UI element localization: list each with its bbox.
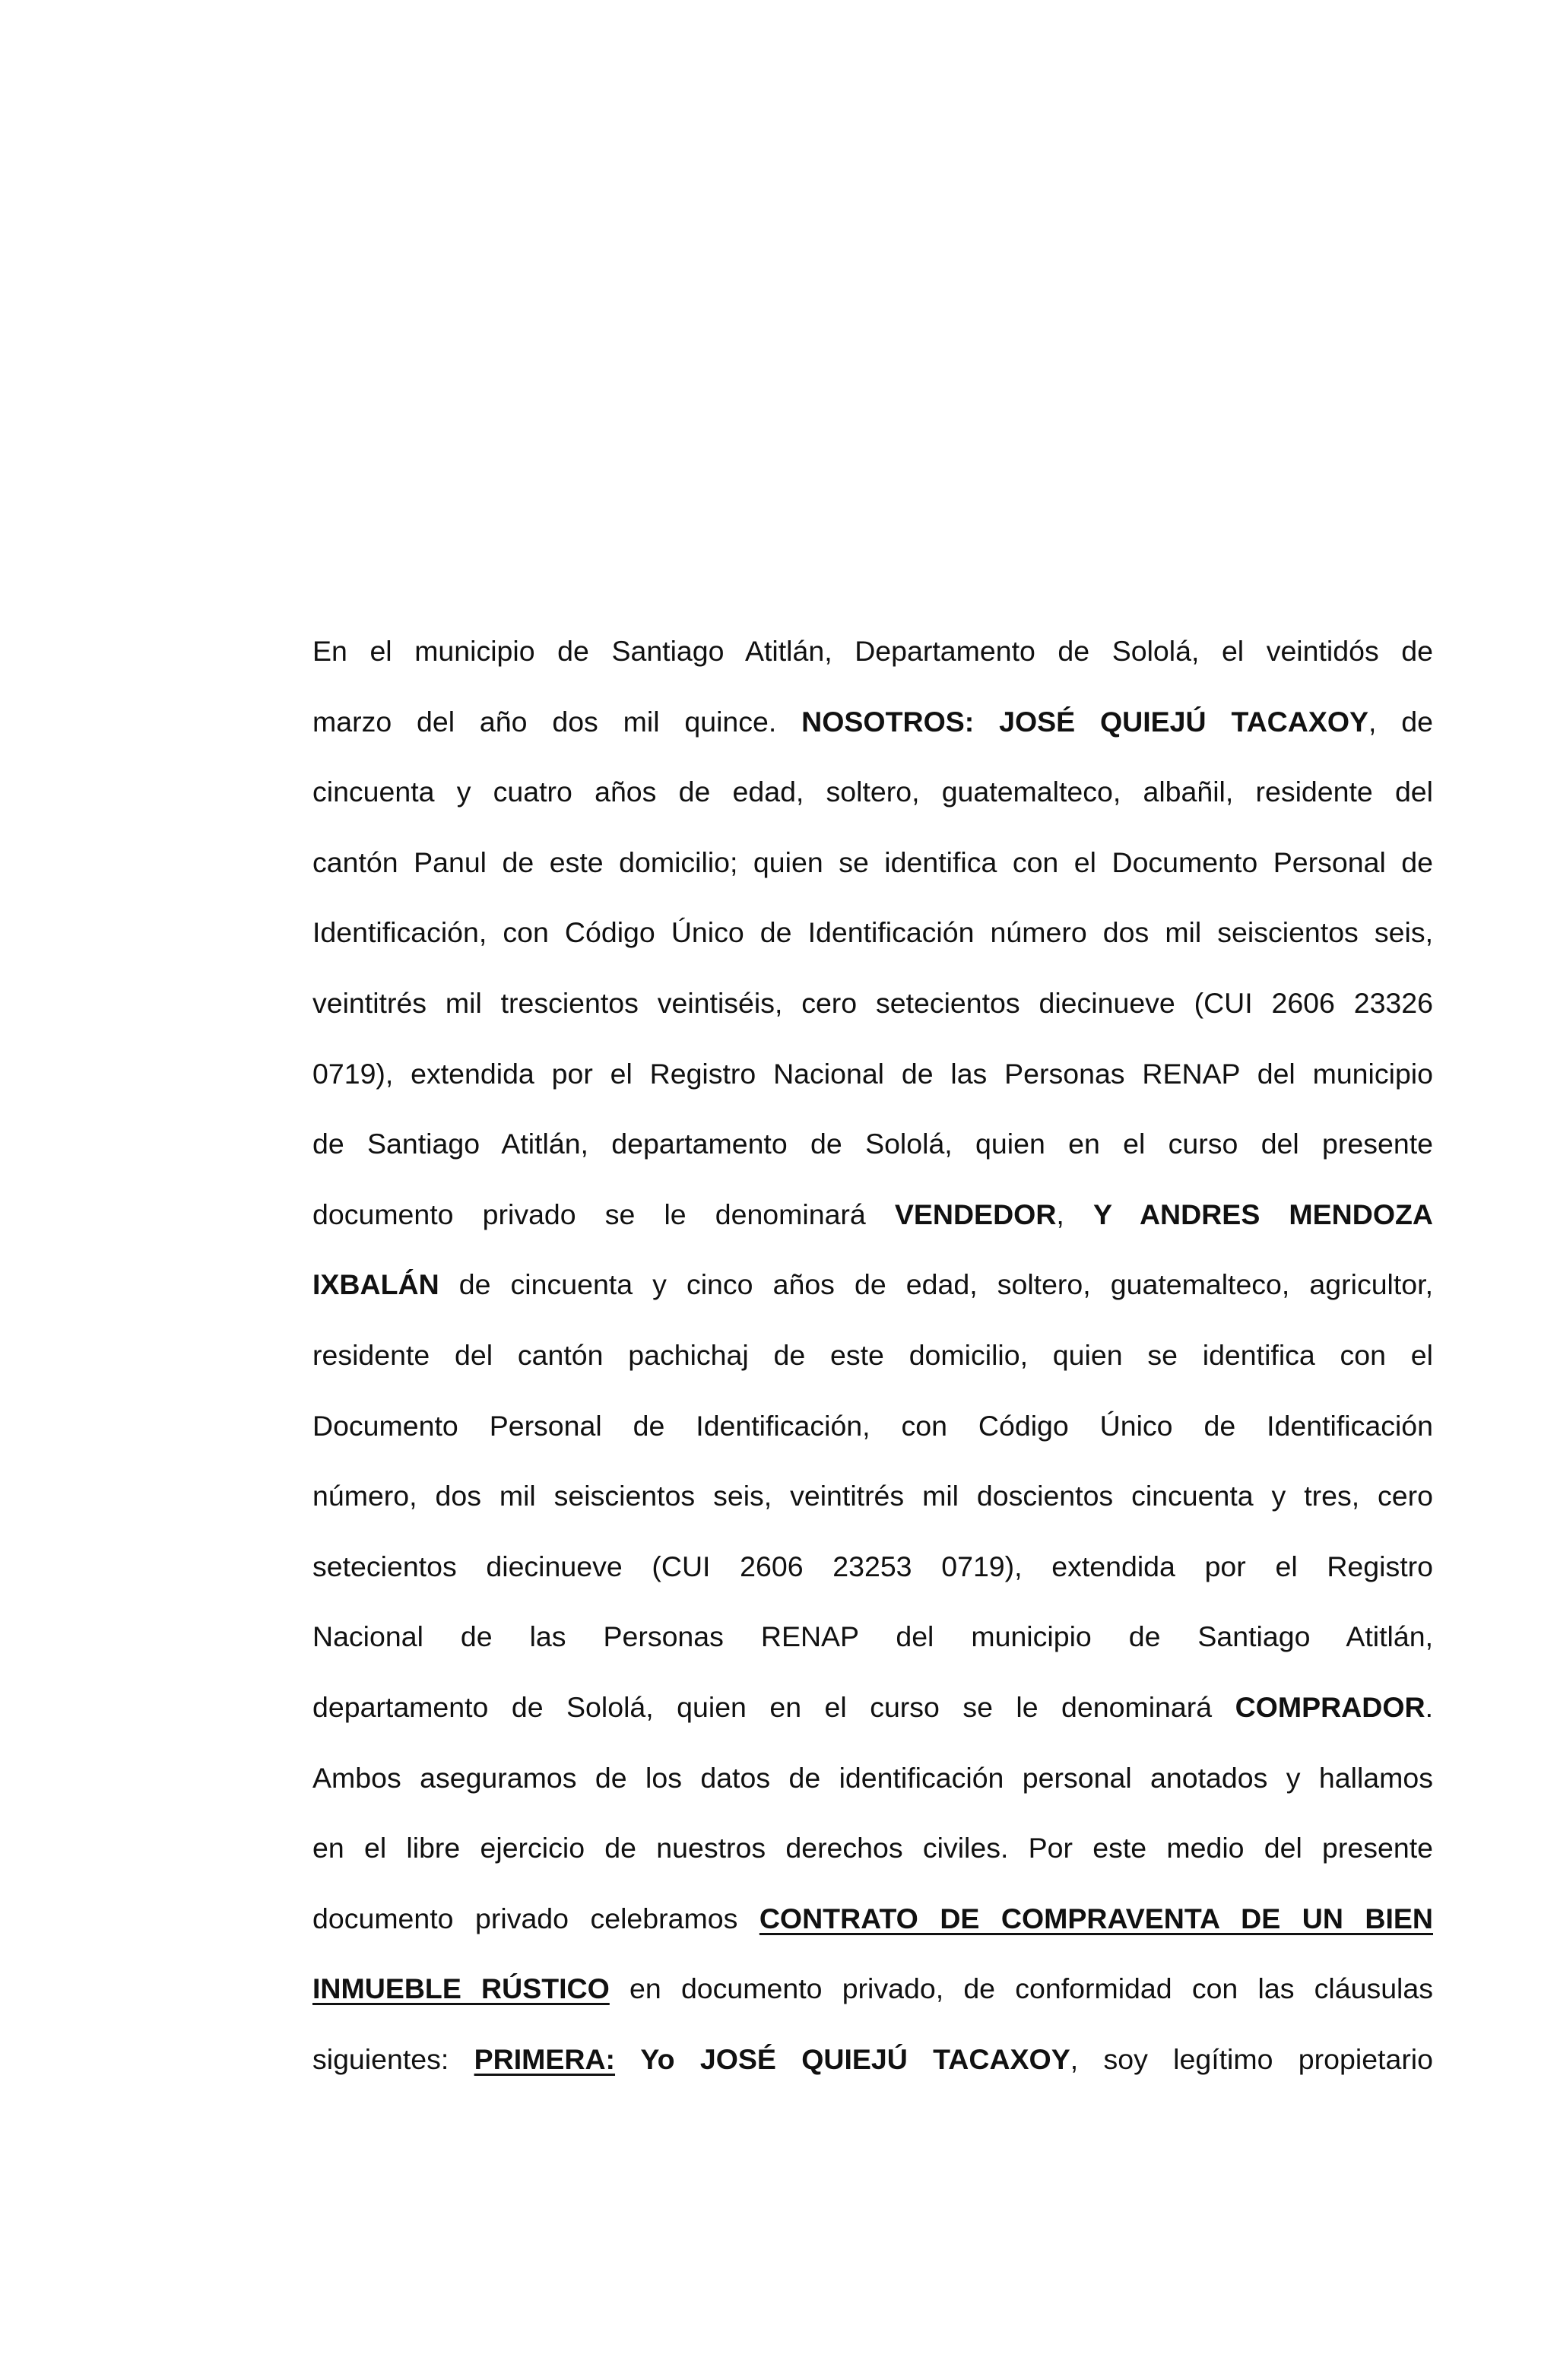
text-segment: documento privado se le denominará	[312, 1198, 895, 1230]
contract-body-text	[312, 616, 1433, 2094]
text-segment: de Santiago Atitlán, departamento de Sololá, quien en el curso del presente	[312, 1128, 1433, 1160]
text-segment: siguientes:	[312, 2042, 474, 2075]
underlined-bold-text: PRIMERA:	[474, 2042, 616, 2075]
text-line	[312, 687, 1433, 757]
text-line	[312, 968, 1433, 1039]
text-line	[312, 1391, 1433, 1461]
bold-text: Y ANDRES MENDOZA	[1092, 1198, 1433, 1230]
text-segment: Identificación, con Código Único de Identificación número dos mil seiscientos seis,	[312, 916, 1433, 949]
text-segment: Nacional de las Personas RENAP del municipio de Santiago Atitlán,	[312, 1620, 1433, 1653]
text-line	[312, 1743, 1433, 1814]
text-segment: , soy legítimo propietario	[1070, 2042, 1433, 2075]
text-line	[312, 1813, 1433, 1883]
text-segment: Documento Personal de Identificación, con Código Único de Identificación	[312, 1409, 1433, 1442]
text-segment: , de	[1368, 705, 1433, 738]
text-segment: cincuenta y cuatro años de edad, soltero, guatemalteco, albañil, residente del	[312, 776, 1433, 808]
text-segment: Ambos aseguramos de los datos de identificación personal anotados y hallamos	[312, 1761, 1433, 1794]
bold-text: COMPRADOR	[1235, 1690, 1425, 1723]
text-line	[312, 2024, 1433, 2095]
text-line	[312, 757, 1433, 827]
text-line	[312, 1249, 1433, 1320]
bold-text: NOSOTROS: JOSÉ QUIEJÚ TACAXOY	[801, 705, 1369, 738]
text-line	[312, 1953, 1433, 2024]
bold-text: VENDEDOR	[894, 1198, 1057, 1230]
text-segment: .	[1425, 1690, 1433, 1723]
text-line	[312, 1320, 1433, 1391]
text-segment: marzo del año dos mil quince.	[312, 705, 802, 738]
text-segment: residente del cantón pachichaj de este domicilio, quien se identifica con el	[312, 1338, 1433, 1371]
text-segment: cantón Panul de este domicilio; quien se identifica con el Documento Personal de	[312, 846, 1433, 878]
text-line	[312, 1179, 1433, 1250]
text-segment: En el municipio de Santiago Atitlán, Departamento de Sololá, el veintidós de	[312, 635, 1433, 667]
text-line	[312, 1601, 1433, 1672]
text-segment: 0719), extendida por el Registro Nacional de las Personas RENAP del municipio	[312, 1057, 1433, 1090]
underlined-bold-text: CONTRATO DE COMPRAVENTA DE UN BIEN	[759, 1902, 1433, 1934]
text-line	[312, 616, 1433, 687]
text-segment: setecientos diecinueve (CUI 2606 23253 0719), extendida por el Registro	[312, 1550, 1433, 1582]
text-segment: veintitrés mil trescientos veintiséis, cero setecientos diecinueve (CUI 2606 23326	[312, 986, 1433, 1019]
text-segment: en el libre ejercicio de nuestros derechos civiles. Por este medio del presente	[312, 1832, 1433, 1864]
text-segment: número, dos mil seiscientos seis, veintitrés mil doscientos cincuenta y tres, cero	[312, 1480, 1433, 1512]
text-line	[312, 1039, 1433, 1109]
bold-text: Yo JOSÉ QUIEJÚ TACAXOY	[640, 2042, 1070, 2075]
underlined-bold-text: INMUEBLE RÚSTICO	[312, 1972, 610, 2005]
text-segment: documento privado celebramos	[312, 1902, 759, 1934]
text-line	[312, 827, 1433, 898]
text-segment	[615, 2043, 640, 2075]
text-line	[312, 1461, 1433, 1531]
text-segment: en documento privado, de conformidad con las cláusulas	[609, 1972, 1433, 2005]
text-line	[312, 1109, 1433, 1179]
text-line	[312, 897, 1433, 968]
text-line	[312, 1531, 1433, 1602]
text-line	[312, 1883, 1433, 1954]
bold-text: IXBALÁN	[312, 1268, 439, 1301]
text-line	[312, 1672, 1433, 1743]
text-segment: de cincuenta y cinco años de edad, soltero, guatemalteco, agricultor,	[439, 1268, 1433, 1301]
text-segment: departamento de Sololá, quien en el curso se le denominará	[312, 1690, 1235, 1723]
text-segment: ,	[1056, 1198, 1093, 1230]
